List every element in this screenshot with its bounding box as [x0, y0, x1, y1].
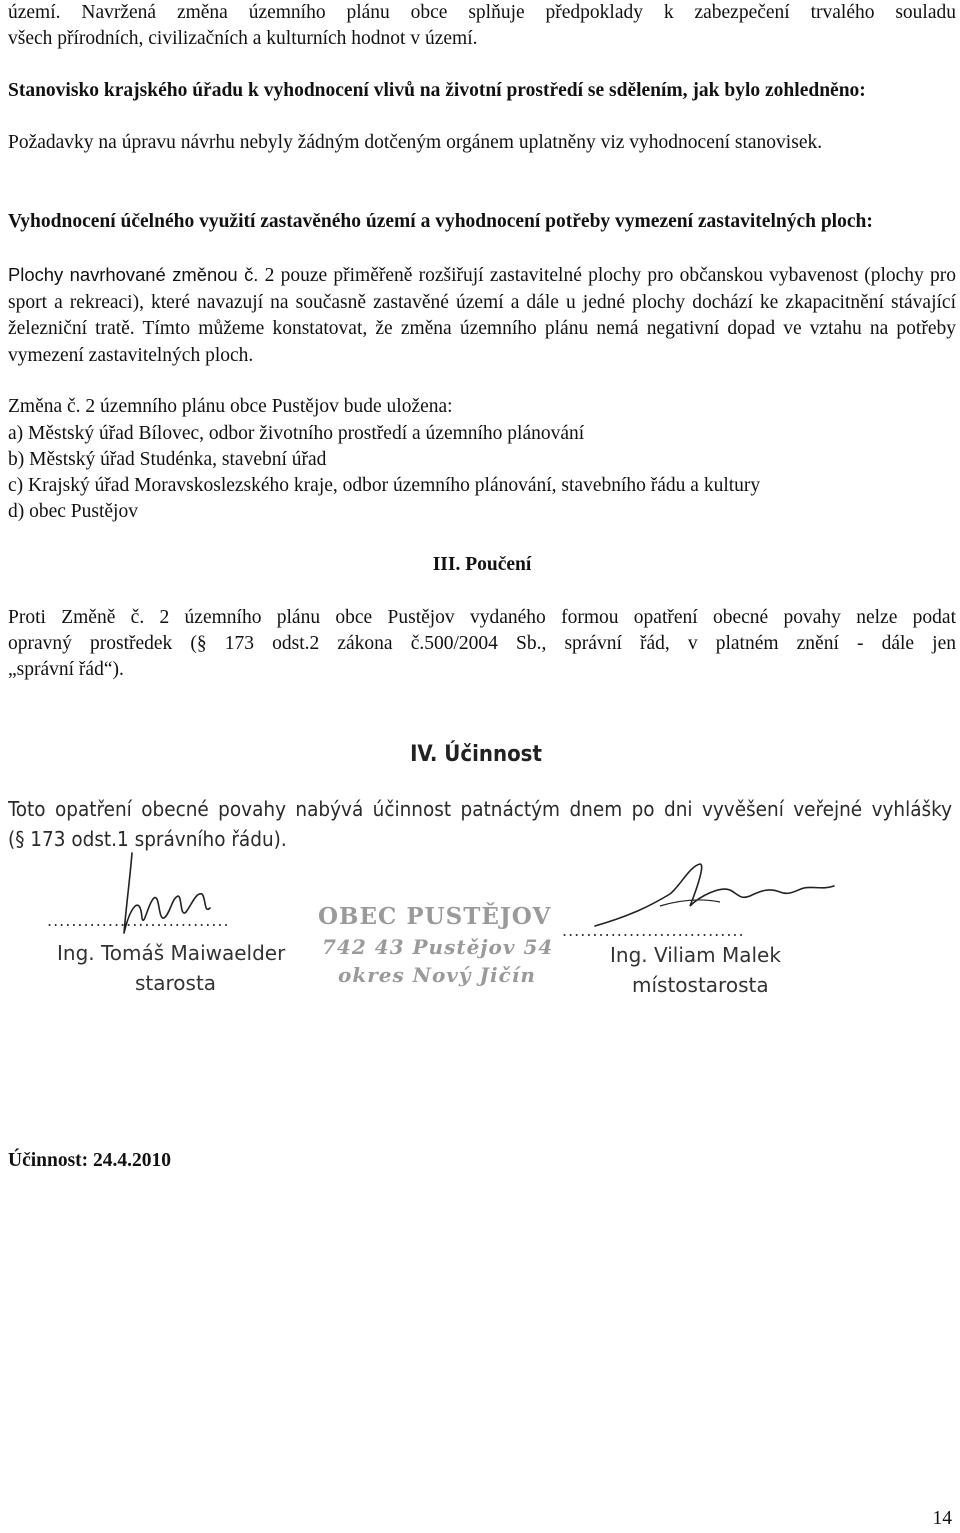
pouceni-line-3: „správní řád“). — [8, 659, 124, 680]
vyhodnoceni-paragraph — [8, 262, 956, 369]
stanovisko-text: Požadavky na úpravu návrhu nebyly žádným dotčeným orgánem uplatněny viz vyhodnocení stanovisek. — [8, 132, 823, 153]
signatory-right-role: místostarosta — [632, 973, 769, 997]
ulozeni-item-a: a) Městský úřad Bílovec, odbor životního prostředí a územního plánování — [8, 423, 585, 444]
ucinnost-line-2: (§ 173 odst.1 správního řádu). — [8, 827, 287, 851]
ulozeni-item-c: c) Krajský úřad Moravskoslezského kraje, odbor územního plánování, stavebního řádu a kultury — [8, 475, 761, 496]
signature-right-dots: .............................. — [562, 921, 745, 940]
signatory-left-role: starosta — [135, 971, 217, 995]
ulozeni-item-d: d) obec Pustějov — [8, 501, 138, 522]
vyhodnoceni-text: 2 pouze přiměřeně rozšiřují zastavitelné plochy pro občanskou vybavenost (plochy pro sport a rekreaci), které navazují na současně zastavěné území a dále u jedné plochy dochází ke zkapacitnění stávající železniční tratě. Tímto můžeme konstatovat, že změna územního plánu nemá negativní dopad ve vztahu na potřeby vymezení zastavitelných ploch. — [8, 265, 956, 366]
vyhodnoceni-lead: Plochy navrhované změnou č. — [8, 264, 259, 285]
scanned-signature-block — [0, 730, 960, 1030]
stamp-line-2: 742 43 Pustějov 54 — [322, 935, 554, 959]
pouceni-line-2: opravný prostředek (§ 173 odst.2 zákona č.500/2004 Sb., správní řád, v platném znění - dále jen — [8, 633, 956, 654]
stamp-line-1: OBEC PUSTĚJOV — [318, 903, 552, 930]
signatory-right-name: Ing. Viliam Malek — [610, 943, 781, 967]
ulozeni-intro: Změna č. 2 územního plánu obce Pustějov bude uložena: — [8, 396, 453, 417]
ucinnost-line-1: Toto opatření obecné povahy nabývá účinnost patnáctým dnem po dni vyvěšení veřejné vyhlášky — [8, 797, 952, 821]
intro-line-1: území. Navržená změna územního plánu obce splňuje předpoklady k zabezpečení trvalého souladu — [8, 2, 956, 23]
signatory-left-name: Ing. Tomáš Maiwaelder — [57, 941, 286, 965]
ucinnost-heading: IV. Účinnost — [410, 742, 542, 767]
intro-line-2: všech přírodních, civilizačních a kulturních hodnot v území. — [8, 28, 478, 49]
effective-date: Účinnost: 24.4.2010 — [8, 1150, 172, 1171]
stanovisko-heading: Stanovisko krajského úřadu k vyhodnocení vlivů na životní prostředí se sdělením, jak bylo zohledněno: — [8, 80, 866, 101]
ulozeni-item-b: b) Městský úřad Studénka, stavební úřad — [8, 449, 327, 470]
signature-left-dots: .............................. — [47, 911, 230, 930]
page-number: 14 — [932, 1508, 952, 1529]
stamp-line-3: okres Nový Jičín — [338, 963, 536, 987]
pouceni-heading: III. Poučení — [432, 554, 532, 575]
pouceni-line-1: Proti Změně č. 2 územního plánu obce Pustějov vydaného formou opatření obecné povahy nelze podat — [8, 607, 956, 628]
vyhodnoceni-heading: Vyhodnocení účelného využití zastavěného území a vyhodnocení potřeby vymezení zastavitelných ploch: — [8, 211, 873, 232]
